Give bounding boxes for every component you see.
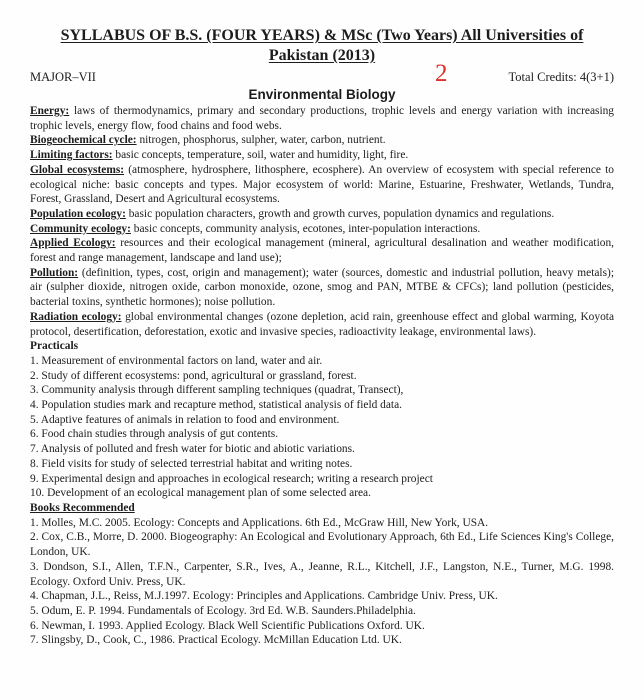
book-item: 4. Chapman, J.L., Reiss, M.J.1997. Ecology: Principles and Applications. Cambridge Univ. Press, UK.	[30, 590, 498, 603]
practicals-heading: Practicals	[30, 340, 79, 353]
practical-item: 7. Analysis of polluted and fresh water for biotic and abiotic variations.	[30, 443, 355, 456]
practical-item: 6. Food chain studies through analysis of gut contents.	[30, 428, 279, 441]
practical-item: 10. Development of an ecological management plan of some selected area.	[30, 487, 371, 500]
course-title: Environmental Biology	[248, 87, 396, 102]
book-item: 1. Molles, M.C. 2005. Ecology: Concepts and Applications. 6th Ed., McGraw Hill, New York, USA.	[30, 516, 489, 529]
topic-limiting-factors	[30, 148, 614, 163]
topic-lead: Biogeochemical cycle:	[30, 134, 137, 147]
practical-item: 2. Study of different ecosystems: pond, agricultural or grassland, forest.	[30, 369, 357, 382]
document-title: SYLLABUS OF B.S. (FOUR YEARS) & MSc (Two Years) All Universities of Pakistan (2013)	[60, 27, 584, 64]
topic-radiation-ecology	[30, 310, 614, 339]
topic-text: resources and their ecological management (mineral, agricultural desalination and weather modification, forest and range management, landscape and land use);	[30, 237, 614, 265]
topic-community-ecology	[30, 222, 614, 237]
topic-pollution	[30, 266, 614, 310]
meta-row	[30, 60, 614, 87]
topic-text: laws of thermodynamics, primary and secondary productions, trophic levels and energy variation with increasing trophic levels, energy flow, food chains and food webs.	[30, 105, 614, 132]
practical-item: 9. Experimental design and approaches in ecological research; writing a research project	[30, 472, 433, 485]
topic-lead: Radiation ecology:	[30, 310, 122, 323]
practical-item: 3. Community analysis through different sampling techniques (quadrat, Transect),	[30, 384, 404, 397]
page-number-annotation: 2	[435, 60, 448, 87]
practicals-list	[30, 354, 614, 501]
topic-text: nitrogen, phosphorus, sulpher, water, carbon, nutrient.	[136, 134, 386, 147]
major-label: MAJOR–VII	[30, 70, 96, 84]
topic-text: (atmosphere, hydrosphere, lithosphere, ecosphere). An overview of ecosystem with special reference to ecological niche: basic concepts and types. Major ecosystem of world: Marine, Estuarine, Freshwater, Wetlands, Tundra, Forest, Grassland, Desert and Agricultural ecosystems.	[30, 163, 614, 206]
practical-item: 4. Population studies mark and recapture method, statistical analysis of field data.	[30, 399, 402, 412]
topic-global-ecosystems	[30, 163, 614, 207]
topic-text: basic concepts, temperature, soil, water and humidity, light, fire.	[112, 149, 409, 162]
practical-item: 8. Field visits for study of selected terrestrial habitat and writing notes.	[30, 457, 353, 470]
topic-applied-ecology	[30, 236, 614, 265]
syllabus-body	[30, 104, 614, 648]
total-credits: Total Credits: 4(3+1)	[508, 70, 614, 84]
topic-lead: Global ecosystems:	[30, 163, 125, 176]
topic-lead: Pollution:	[30, 266, 79, 279]
books-list	[30, 516, 614, 648]
topic-lead: Population ecology:	[30, 207, 126, 220]
book-item: 3. Dondson, S.I., Allen, T.F.N., Carpenter, S.R., Ives, A., Jeanne, R.L., Kitchell, J.F., Langston, N.E., Turner, M.G. 1998. Ecology. Oxford Univ. Press, UK.	[30, 560, 614, 588]
practical-item: 5. Adaptive features of animals in relation to food and environment.	[30, 413, 340, 426]
topic-text: basic population characters, growth and growth curves, population dynamics and regulations.	[125, 207, 555, 220]
book-item: 7. Slingsby, D., Cook, C., 1986. Practical Ecology. McMillan Education Ltd. UK.	[30, 634, 402, 647]
practical-item: 1. Measurement of environmental factors on land, water and air.	[30, 354, 323, 367]
topic-lead: Energy:	[30, 105, 70, 117]
topic-lead: Limiting factors:	[30, 149, 113, 162]
books-heading: Books Recommended	[30, 501, 135, 514]
topic-text: global environmental changes (ozone depletion, acid rain, greenhouse effect and global warming, Koyota protocol, desertification, deforestation, exotic and invasive species, radioactivity leakage, environmental laws).	[30, 310, 614, 338]
topic-text: basic concepts, community analysis, ecotones, inter-population interactions.	[130, 222, 481, 235]
topic-population-ecology	[30, 207, 614, 222]
book-item: 6. Newman, I. 1993. Applied Ecology. Black Well Scientific Publications Oxford. UK.	[30, 619, 425, 632]
topic-lead: Applied Ecology:	[30, 237, 116, 250]
book-item: 2. Cox, C.B., Morre, D. 2000. Biogeography: An Ecological and Evolutionary Approach, 6th Ed., Life Sciences King's College, London, UK.	[30, 531, 614, 559]
topic-text: (definition, types, cost, origin and management); water (sources, domestic and industrial pollution, heavy metals); air (sulpher dioxide, nitrogen oxide, carbon monoxide, ozone, smog and PAN, MTBE & CFCs); land pollution (pesticides, bacterial toxins, synthetic hormones); noise pollution.	[30, 266, 614, 309]
topic-lead: Community ecology:	[30, 222, 131, 235]
book-item: 5. Odum, E. P. 1994. Fundamentals of Ecology. 3rd Ed. W.B. Saunders.Philadelphia.	[30, 604, 416, 617]
topic-energy	[30, 104, 614, 133]
topic-biogeochemical-cycle	[30, 133, 614, 148]
